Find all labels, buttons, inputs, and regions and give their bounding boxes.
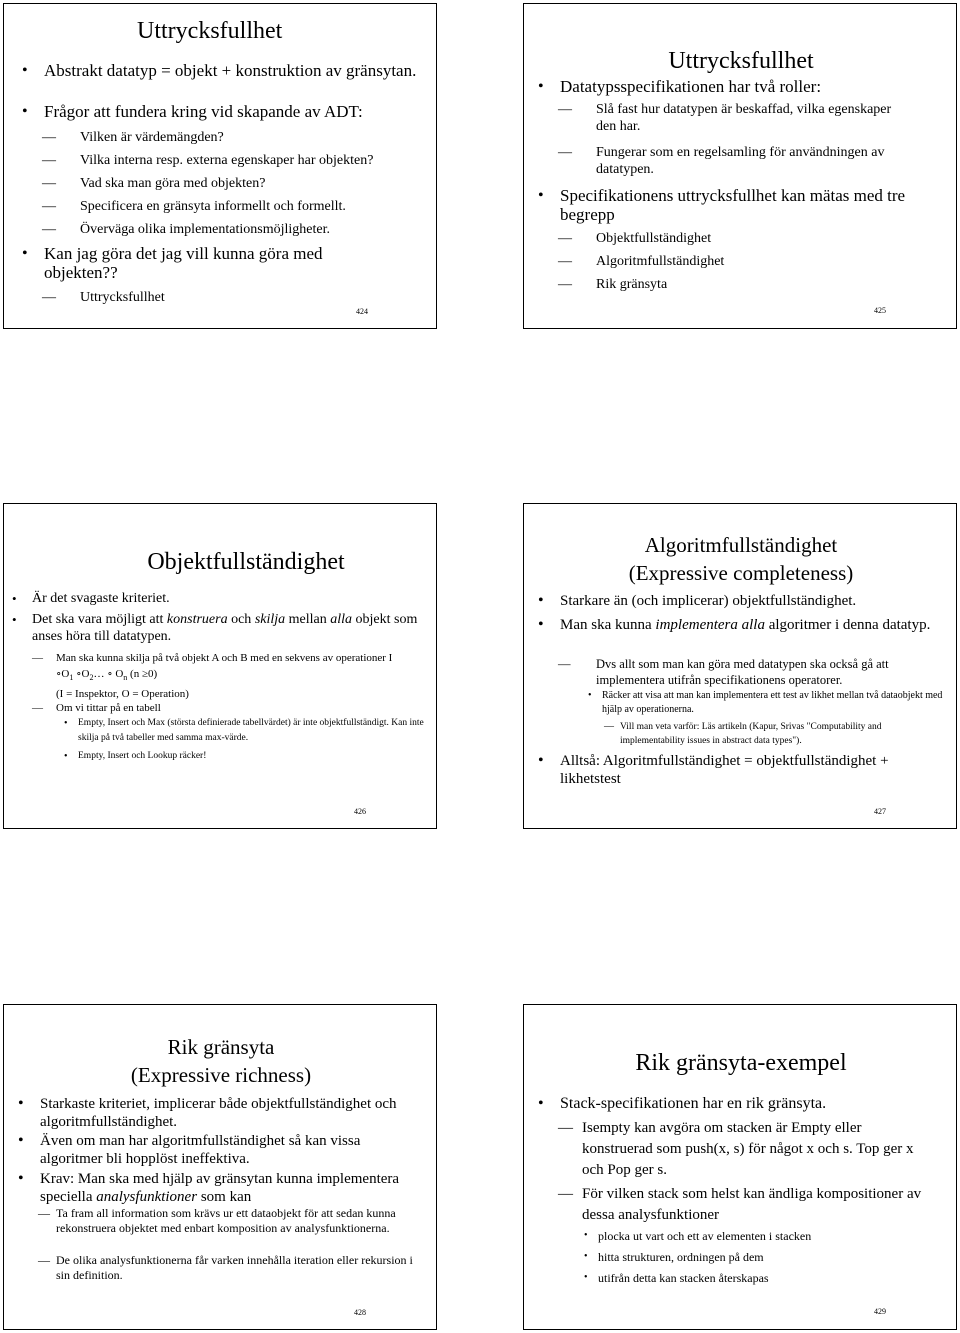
sub-item: — Algoritmfullständighet [558, 254, 725, 269]
sub-item: — Slå fast hur datatypen är beskaffad, vilka egenskaper den har. [558, 102, 892, 134]
sub-sub-sub-item: — Vill man veta varför: Läs artikeln (Kapur, Srivas "Computability and implementability issues in abstract data types"). [604, 721, 882, 746]
slide-427 [523, 503, 957, 829]
bullet-item: • Man ska kunna implementera alla algoritmer i denna datatyp. [538, 616, 931, 633]
bullet-item: • Krav: Man ska med hjälp av gränsytan kunna implementera speciella analysfunktioner som kan [18, 1170, 400, 1205]
bullet-item: • Specifikationens uttrycksfullhet kan mätas med tre begrepp [538, 186, 906, 224]
page-number: 426 [354, 807, 366, 816]
bullet-item: • Det ska vara möjligt att konstruera och skilja mellan alla objekt som anses höra till datatypen. [12, 612, 418, 644]
sub-item: — Ta fram all information som krävs ur ett dataobjekt för att sedan kunna rekonstruera objektet med enbart komposition av analysfunktionerna. [38, 1206, 396, 1235]
page-number: 428 [354, 1308, 366, 1317]
bullet-item: • Kan jag göra det jag vill kunna göra med objekten?? [22, 244, 323, 282]
bullet-item: • Starkare än (och implicerar) objektfullständighet. [538, 592, 857, 609]
slide-429 [523, 1004, 957, 1330]
sub-item: — Vilken är värdemängden? [42, 130, 224, 145]
slide-title: Rik gränsyta (Expressive richness) [130, 1035, 312, 1087]
slide-title: Objektfullständighet [147, 549, 345, 575]
sub-item: — Vilka interna resp. externa egenskaper har objekten? [42, 153, 374, 168]
sub-sub-item: • plocka ut vart och ett av elementen i stacken [584, 1229, 812, 1243]
sub-item: — Rik gränsyta [558, 277, 668, 292]
sub-item: — Fungerar som en regelsamling för användningen av datatypen. [558, 145, 885, 177]
sub-item: — Isempty kan avgöra om stacken är Empty eller konstruerad som push(x, s) för något x och s. Top ger x och Pop ger s. [558, 1120, 914, 1178]
bullet-item: • Starkaste kriteriet, implicerar både objektfullständighet och algoritmfullständighet. [18, 1095, 397, 1130]
page-number: 424 [356, 307, 368, 316]
slide-426 [3, 503, 437, 829]
slide-title: Algoritmfullständighet (Expressive completeness) [628, 533, 854, 585]
sub-item: — Uttrycksfullhet [42, 290, 165, 305]
slide-425 [523, 3, 957, 329]
sub-item: — De olika analysfunktionerna får varken innehålla iteration eller rekursion i sin definition. [38, 1253, 413, 1282]
bullet-item: • Stack-specifikationen har en rik gränsyta. [538, 1095, 827, 1112]
sub-sub-item: • Empty, Insert och Max (största definierade tabellvärdet) är inte objektfullständigt. Kan inte skilja på två tabeller med samma max-värde. [64, 718, 424, 743]
bullet-item: • Datatypsspecifikationen har två roller: [538, 77, 822, 96]
slide-428 [3, 1004, 437, 1330]
bullet-item: • Alltså: Algoritmfullständighet = objektfullständighet + likhetstest [538, 752, 889, 787]
sub-item: — Specificera en gränsyta informellt och formellt. [42, 199, 346, 214]
sub-item: — Man ska kunna skilja på två objekt A och B med en sekvens av operationer I $\circ O_1$ $\circ O_2\dots$ ∘ $O_n$ (n ≥0) (I = Inspektor, O = Operation) [32, 652, 393, 701]
bullet-item: • Abstrakt datatyp = objekt + konstruktion av gränsytan. [22, 61, 417, 80]
sub-item: — För vilken stack som helst kan ändliga kompositioner av dessa analysfunktioner [558, 1186, 922, 1223]
slide-title: Uttrycksfullhet [668, 48, 814, 74]
sub-item: — Vad ska man göra med objekten? [42, 176, 266, 191]
bullet-item: • Är det svagaste kriteriet. [12, 591, 170, 606]
page-number: 429 [874, 1307, 886, 1316]
sub-sub-item: • hitta strukturen, ordningen på dem [584, 1250, 764, 1264]
slide-title: Uttrycksfullhet [137, 18, 283, 44]
sub-sub-item: • Räcker att visa att man kan implementera ett test av likhet mellan två dataobjekt med hjälp av operationerna. [588, 690, 943, 715]
slide-title: Rik gränsyta-exempel [635, 1050, 847, 1076]
sub-item: — Om vi tittar på en tabell [32, 702, 161, 714]
slide-424 [3, 3, 437, 329]
page-number: 427 [874, 807, 886, 816]
sub-sub-item: • Empty, Insert och Lookup räcker! [64, 751, 207, 762]
page-number: 425 [874, 306, 886, 315]
sub-sub-item: • utifrån detta kan stacken återskapas [584, 1271, 769, 1285]
sub-item: — Överväga olika implementationsmöjligheter. [42, 222, 330, 237]
bullet-item: • Frågor att fundera kring vid skapande av ADT: [22, 102, 363, 121]
sub-item: — Dvs allt som man kan göra med datatypen ska också gå att implementera utifrån specifikationens operatorer. [558, 657, 889, 687]
bullet-item: • Även om man har algoritmfullständighet så kan vissa algoritmer bli hopplöst ineffektiva. [18, 1132, 361, 1167]
sub-item: — Objektfullständighet [558, 231, 712, 246]
